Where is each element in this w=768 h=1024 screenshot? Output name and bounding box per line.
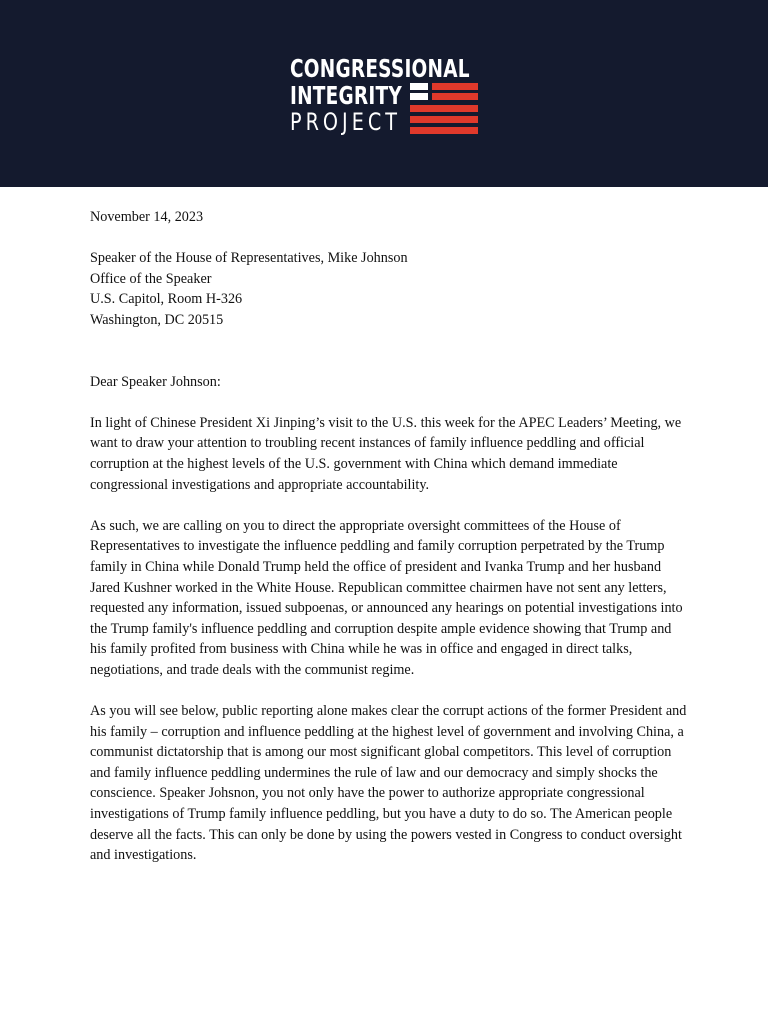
letter-date: November 14, 2023: [90, 209, 204, 225]
address-line: Washington, DC 20515: [90, 311, 224, 328]
logo-line-congressional: CONGRESSIONAL: [290, 54, 470, 83]
letterhead-banner: [0, 0, 768, 187]
body-paragraph: As you will see below, public reporting alone makes clear the corrupt actions of the former President and his family – corruption and influence peddling at the highest level of government and involving China, a communist dictatorship that is among our most significant global competitors. This level of corruption and family influence peddling undermines the rule of law and our democracy and simply shocks the conscience. Speaker Johsnon, you not only have the power to authorize appropriate congressional investigations of Trump family influence peddling, but you have a duty to do so. The American people deserve all the facts. This can only be done by using the powers vested in Congress to conduct oversight and investigations.: [90, 703, 687, 864]
logo-line-project: PROJECT: [290, 108, 401, 136]
logo-line-integrity: INTEGRITY: [290, 81, 402, 110]
flag-stripes-icon: [410, 83, 478, 135]
salutation: Dear Speaker Johnson:: [90, 373, 221, 390]
body-paragraph: In light of Chinese President Xi Jinping’s visit to the U.S. this week for the APEC Leaders’ Meeting, we want to draw your attention to troubling recent instances of family influence peddling and official corruption at the highest levels of the U.S. government with China which demand immediate congressional investigations and appropriate accountability.: [90, 414, 682, 493]
body-paragraph: As such, we are calling on you to direct the appropriate oversight committees of the House of Representatives to investigate the influence peddling and family corruption perpetrated by the Trump family in China while Donald Trump held the office of president and Ivanka Trump and her husband Jared Kushner worked in the White House. Republican committee chairmen have not sent any letters, requested any information, issued subpoenas, or announced any hearings on potential investigations into the Trump family's influence peddling and corruption despite ample evidence showing that Trump and his family profited from business with China while he was in office and engaged in direct talks, negotiations, and trade deals with the communist regime.: [90, 517, 683, 678]
address-line: Speaker of the House of Representatives, Mike Johnson: [90, 250, 408, 267]
letter-body: [90, 207, 690, 886]
congressional-integrity-project-logo: [290, 54, 480, 136]
address-line: U.S. Capitol, Room H-326: [90, 291, 243, 308]
recipient-address-block: [90, 248, 690, 330]
address-line: Office of the Speaker: [90, 270, 212, 287]
